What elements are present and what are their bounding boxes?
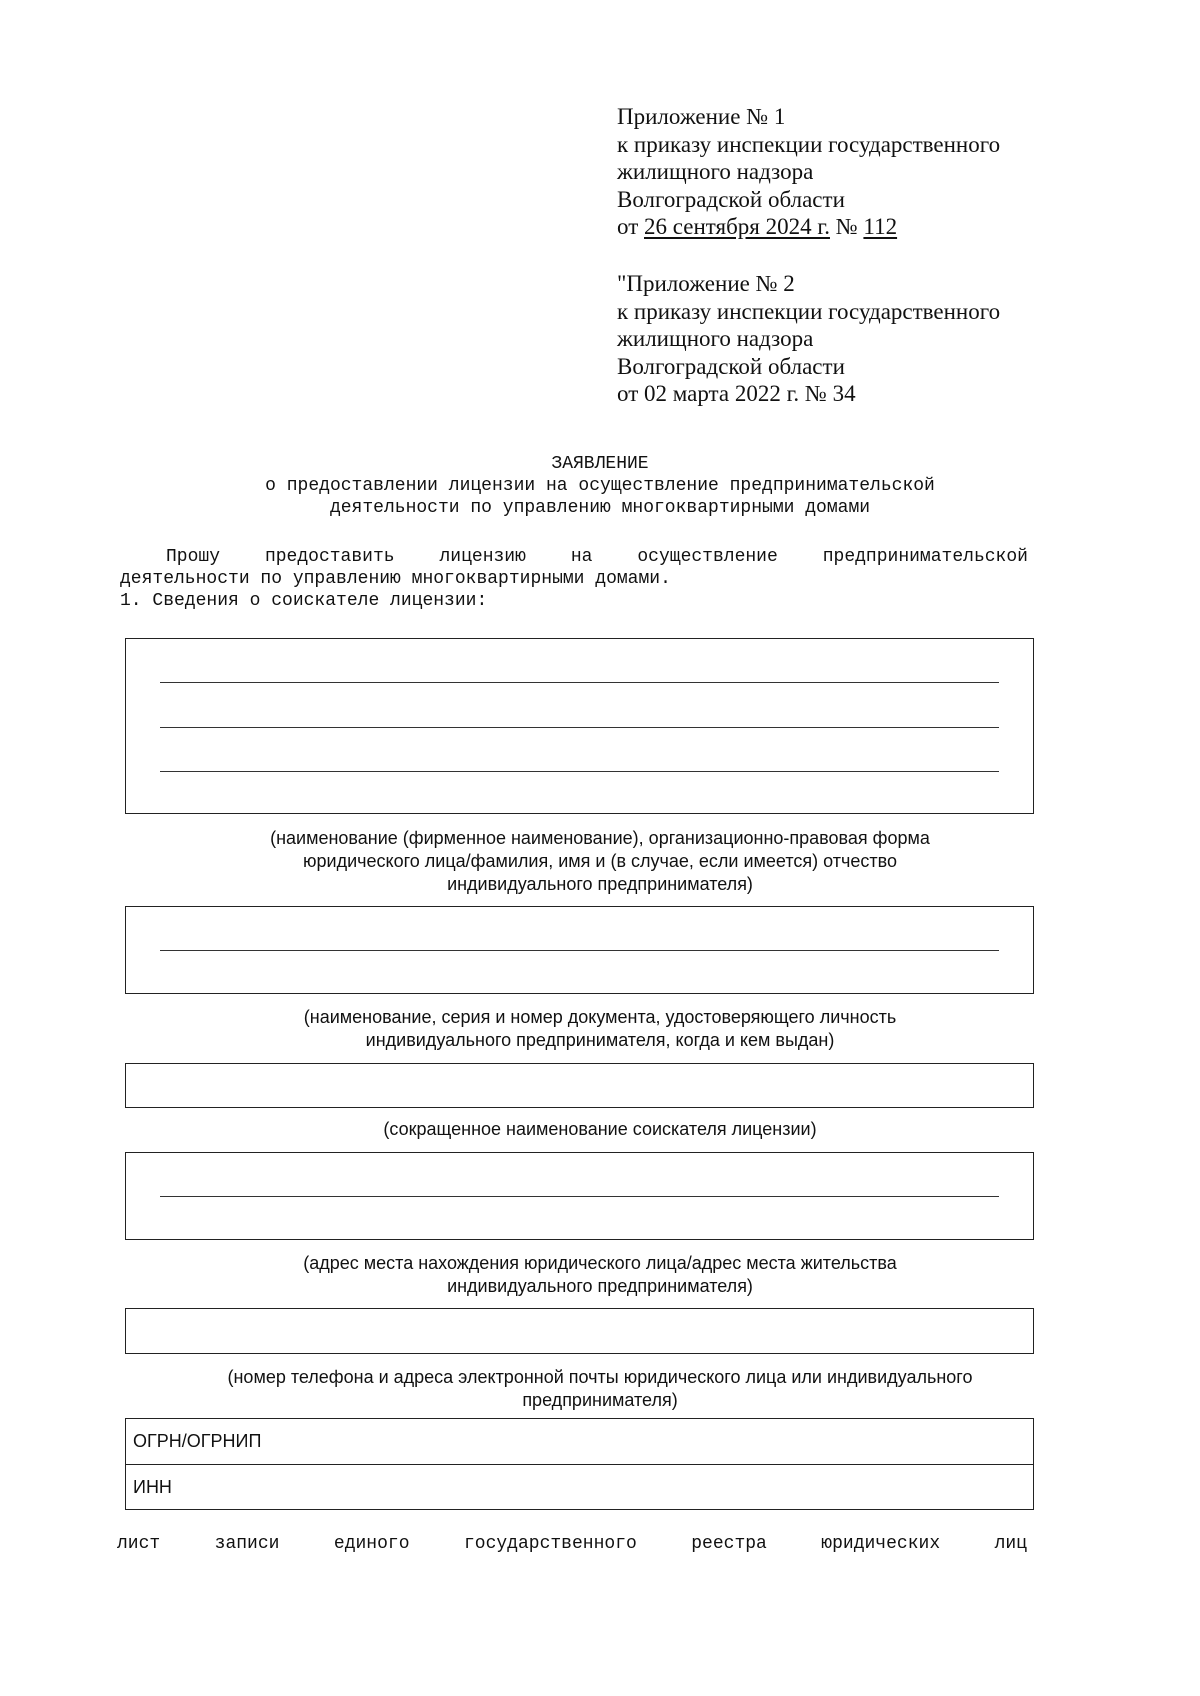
short-name-field[interactable] <box>125 1063 1034 1108</box>
document-subtitle-line-1: о предоставлении лицензии на осуществление предпринимательской <box>265 476 935 496</box>
intro-word: предпринимательской <box>822 547 1028 567</box>
intro-line-1 <box>120 546 1028 568</box>
identity-document-field[interactable] <box>125 906 1034 994</box>
applicant-name-field[interactable] <box>125 638 1034 814</box>
fill-line <box>160 950 999 951</box>
appendix-1-date: 26 сентября 2024 г. <box>644 214 830 239</box>
ogrn-row[interactable] <box>126 1419 1033 1464</box>
bottom-word: единого <box>333 1534 410 1554</box>
bottom-word: лиц <box>994 1534 1027 1554</box>
document-title-block <box>100 453 1100 519</box>
appendix-1-order-line: к приказу инспекции государственного <box>617 131 1001 157</box>
address-field[interactable] <box>125 1152 1034 1240</box>
intro-word: Прошу <box>166 547 221 567</box>
appendix-1-number: 112 <box>863 214 898 239</box>
intro-word: лицензию <box>439 547 526 567</box>
appendix-1-date-line: от 26 сентября 2024 г. № 112 <box>617 214 898 239</box>
section-1-heading: 1. Сведения о соискателе лицензии: <box>120 591 488 611</box>
ogrn-label: ОГРН/ОГРНИП <box>133 1431 262 1451</box>
appendix-2-order-line: к приказу инспекции государственного <box>617 298 1001 324</box>
contacts-caption: (номер телефона и адреса электронной почты юридического лица или индивидуального предпринимателя) <box>227 1367 973 1410</box>
appendix-2-title: "Приложение № 2 <box>617 271 795 296</box>
appendix-1-region-line: Волгоградской области <box>617 186 845 212</box>
bottom-word: реестра <box>691 1534 767 1554</box>
identity-document-caption: (наименование, серия и номер документа, удостоверяющего личность индивидуального предпринимателя, когда и кем выдан) <box>303 1007 897 1050</box>
appendix-2-block <box>617 270 1077 408</box>
intro-paragraph <box>120 546 1028 612</box>
intro-word: предоставить <box>264 547 395 567</box>
appendix-1-title: Приложение № 1 <box>617 104 786 129</box>
fill-line <box>160 1196 999 1197</box>
continuation-line <box>117 1533 1027 1555</box>
appendix-1-agency-line: жилищного надзора <box>617 159 814 184</box>
short-name-caption: (сокращенное наименование соискателя лицензии) <box>383 1119 817 1139</box>
fill-line <box>160 771 999 772</box>
appendix-2-date-line: от 02 марта 2022 г. № 34 <box>617 381 856 406</box>
fill-line <box>160 682 999 683</box>
document-subtitle-line-2: деятельности по управлению многоквартирными домами <box>329 498 871 518</box>
registration-table <box>125 1418 1034 1510</box>
appendix-2-agency-line: жилищного надзора <box>617 326 814 351</box>
applicant-name-caption: (наименование (фирменное наименование), организационно-правовая форма юридического лица/фамилия, имя и (в случае, если имеется) отчество индивидуального предпринимателя) <box>270 828 930 894</box>
bottom-word: государственного <box>463 1534 637 1554</box>
bottom-word: лист <box>117 1534 161 1554</box>
bottom-word: записи <box>214 1534 280 1554</box>
contacts-field[interactable] <box>125 1308 1034 1354</box>
appendix-1-block <box>617 103 1077 241</box>
address-caption: (адрес места нахождения юридического лица/адрес места жительства индивидуального предпринимателя) <box>303 1253 897 1296</box>
inn-row[interactable] <box>126 1464 1033 1509</box>
fill-line <box>160 727 999 728</box>
bottom-word: юридических <box>821 1534 941 1554</box>
intro-word: на <box>570 547 593 567</box>
appendix-2-region-line: Волгоградской области <box>617 353 845 379</box>
intro-line-2: деятельности по управлению многоквартирными домами. <box>120 569 671 589</box>
inn-label: ИНН <box>133 1476 172 1497</box>
intro-word: осуществление <box>637 547 778 567</box>
document-heading: ЗАЯВЛЕНИЕ <box>551 454 649 474</box>
